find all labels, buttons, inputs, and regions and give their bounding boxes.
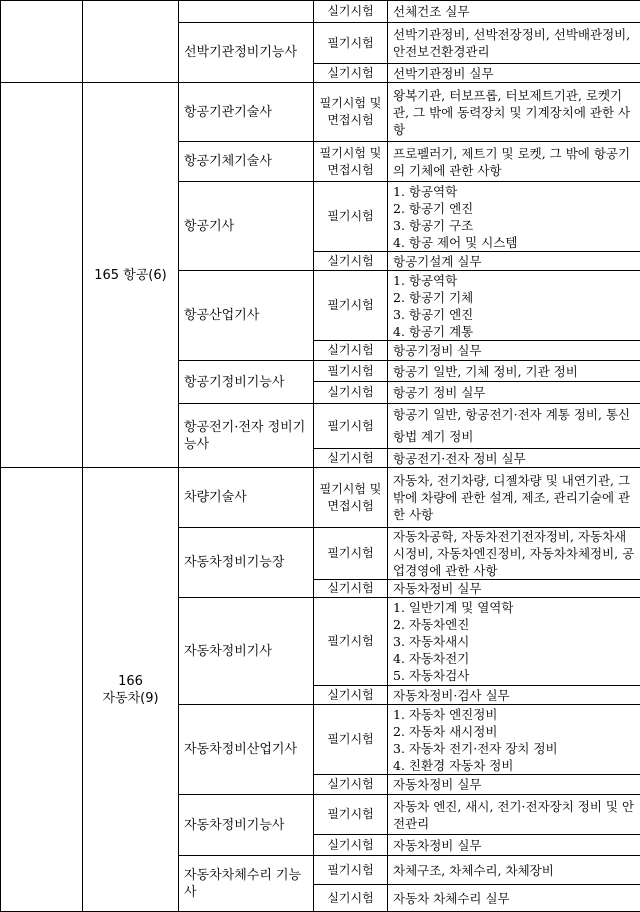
list-item: 1. 항공역학 — [393, 183, 635, 200]
exam-subject: 자동차, 전기차량, 디젤차량 및 내연기관, 그 밖에 차량에 관한 설계, 제조, 관리기술에 관한 사항 — [388, 468, 640, 528]
category-number: 166 — [88, 673, 173, 690]
list-item: 2. 항공기 기체 — [393, 289, 635, 306]
qualification-name: 자동차정비기능장 — [179, 528, 314, 598]
list-item: 3. 자동차새시 — [393, 633, 635, 650]
exam-type: 필기시험 — [314, 598, 388, 686]
qualification-name: 자동차차체수리 기능사 — [179, 856, 314, 912]
exam-type: 실기시험 — [314, 885, 388, 912]
exam-subject: 항공기 일반, 항공전기·전자 계통 정비, 통신항법 계기 정비 — [388, 404, 640, 449]
exam-type: 필기시험 및 면접시험 — [314, 83, 388, 142]
qualification-name: 선박기관정비기능사 — [179, 23, 314, 83]
exam-type: 실기시험 — [314, 252, 388, 271]
exam-subject: 선체건조 실무 — [388, 1, 640, 23]
exam-type: 실기시험 — [314, 382, 388, 404]
table-row — [1, 1, 640, 23]
table-row — [1, 468, 640, 528]
exam-subject: 자동차 엔진, 새시, 전기·전자장치 정비 및 안전관리 — [388, 795, 640, 835]
exam-subject-list — [388, 182, 640, 252]
blank-cell — [1, 468, 83, 912]
exam-subject: 자동차 차체수리 실무 — [388, 885, 640, 912]
exam-type: 필기시험 — [314, 361, 388, 382]
list-item: 4. 친환경 자동차 정비 — [393, 757, 635, 774]
exam-subject: 자동차정비 실무 — [388, 775, 640, 795]
exam-type: 실기시험 — [314, 64, 388, 83]
exam-subject: 차체구조, 차체수리, 차체장비 — [388, 856, 640, 885]
exam-type: 필기시험 — [314, 23, 388, 64]
exam-type: 실기시험 — [314, 686, 388, 705]
exam-subject-list — [388, 271, 640, 341]
exam-type: 필기시험 — [314, 404, 388, 449]
exam-type: 필기시험 및 면접시험 — [314, 142, 388, 182]
qualification-name: 항공기사 — [179, 182, 314, 271]
exam-subject: 자동차공학, 자동차전기전자정비, 자동차새시정비, 자동차엔진정비, 자동차차체정비, 공업경영에 관한 사항 — [388, 528, 640, 580]
list-item: 2. 자동차엔진 — [393, 616, 635, 633]
exam-type: 실기시험 — [314, 835, 388, 856]
list-item: 4. 자동차전기 — [393, 650, 635, 667]
category-label: 자동차(9) — [88, 690, 173, 707]
exam-subject: 프로펠러기, 제트기 및 로켓, 그 밖에 항공기의 기체에 관한 사항 — [388, 142, 640, 182]
exam-subject-list — [388, 598, 640, 686]
qualification-name: 자동차정비기능사 — [179, 795, 314, 856]
exam-subject: 자동차정비 실무 — [388, 580, 640, 598]
exam-subject: 선박기관정비 실무 — [388, 64, 640, 83]
exam-type: 필기시험 — [314, 271, 388, 341]
qualification-name: 차량기술사 — [179, 468, 314, 528]
list-item: 1. 항공역학 — [393, 272, 635, 289]
table-row — [1, 83, 640, 142]
exam-subject: 왕복기관, 터보프롭, 터보제트기관, 로켓기관, 그 밖에 동력장치 및 기계장치에 관한 사항 — [388, 83, 640, 142]
qualification-name: 항공전기·전자 정비기능사 — [179, 404, 314, 468]
exam-type: 필기시험 — [314, 856, 388, 885]
blank-cell — [1, 1, 83, 83]
exam-type: 실기시험 — [314, 775, 388, 795]
list-item: 1. 자동차 엔진정비 — [393, 706, 635, 723]
exam-subject-list — [388, 705, 640, 775]
blank-cell — [1, 83, 83, 468]
exam-type: 실기시험 — [314, 341, 388, 361]
qualification-name: 항공기체기술사 — [179, 142, 314, 182]
blank-cell — [83, 1, 179, 83]
exam-type: 필기시험 — [314, 182, 388, 252]
exam-type: 실기시험 — [314, 1, 388, 23]
qualification-name: 항공산업기사 — [179, 271, 314, 361]
exam-subject: 항공기정비 실무 — [388, 341, 640, 361]
list-item: 1. 일반기계 및 열역학 — [393, 599, 635, 616]
list-item: 5. 자동차검사 — [393, 667, 635, 684]
exam-type: 실기시험 — [314, 580, 388, 598]
exam-type: 필기시험 — [314, 795, 388, 835]
category-cell: 165 항공(6) — [83, 83, 179, 468]
exam-subject: 자동차정비·검사 실무 — [388, 686, 640, 705]
qualification-name — [179, 1, 314, 23]
exam-subject: 자동차정비 실무 — [388, 835, 640, 856]
exam-type: 필기시험 — [314, 528, 388, 580]
exam-subject: 항공기설계 실무 — [388, 252, 640, 271]
qualification-name: 자동차정비기사 — [179, 598, 314, 705]
exam-subject: 항공전기·전자 정비 실무 — [388, 449, 640, 468]
list-item: 4. 항공 제어 및 시스템 — [393, 234, 635, 251]
qualification-name: 자동차정비산업기사 — [179, 705, 314, 795]
exam-subject: 선박기관정비, 선박전장정비, 선박배관정비, 안전보건환경관리 — [388, 23, 640, 64]
exam-type: 필기시험 — [314, 705, 388, 775]
exam-subject: 항공기 일반, 기체 정비, 기관 정비 — [388, 361, 640, 382]
list-item: 3. 자동차 전기·전자 장치 정비 — [393, 740, 635, 757]
list-item: 3. 항공기 엔진 — [393, 306, 635, 323]
qualification-name: 항공기관기술사 — [179, 83, 314, 142]
list-item: 2. 항공기 엔진 — [393, 200, 635, 217]
exam-type: 실기시험 — [314, 449, 388, 468]
list-item: 2. 자동차 새시정비 — [393, 723, 635, 740]
exam-type: 필기시험 및 면접시험 — [314, 468, 388, 528]
list-item: 3. 항공기 구조 — [393, 217, 635, 234]
exam-subject: 항공기 정비 실무 — [388, 382, 640, 404]
qualification-name: 항공기정비기능사 — [179, 361, 314, 404]
list-item: 4. 항공기 계통 — [393, 323, 635, 340]
category-cell — [83, 468, 179, 912]
